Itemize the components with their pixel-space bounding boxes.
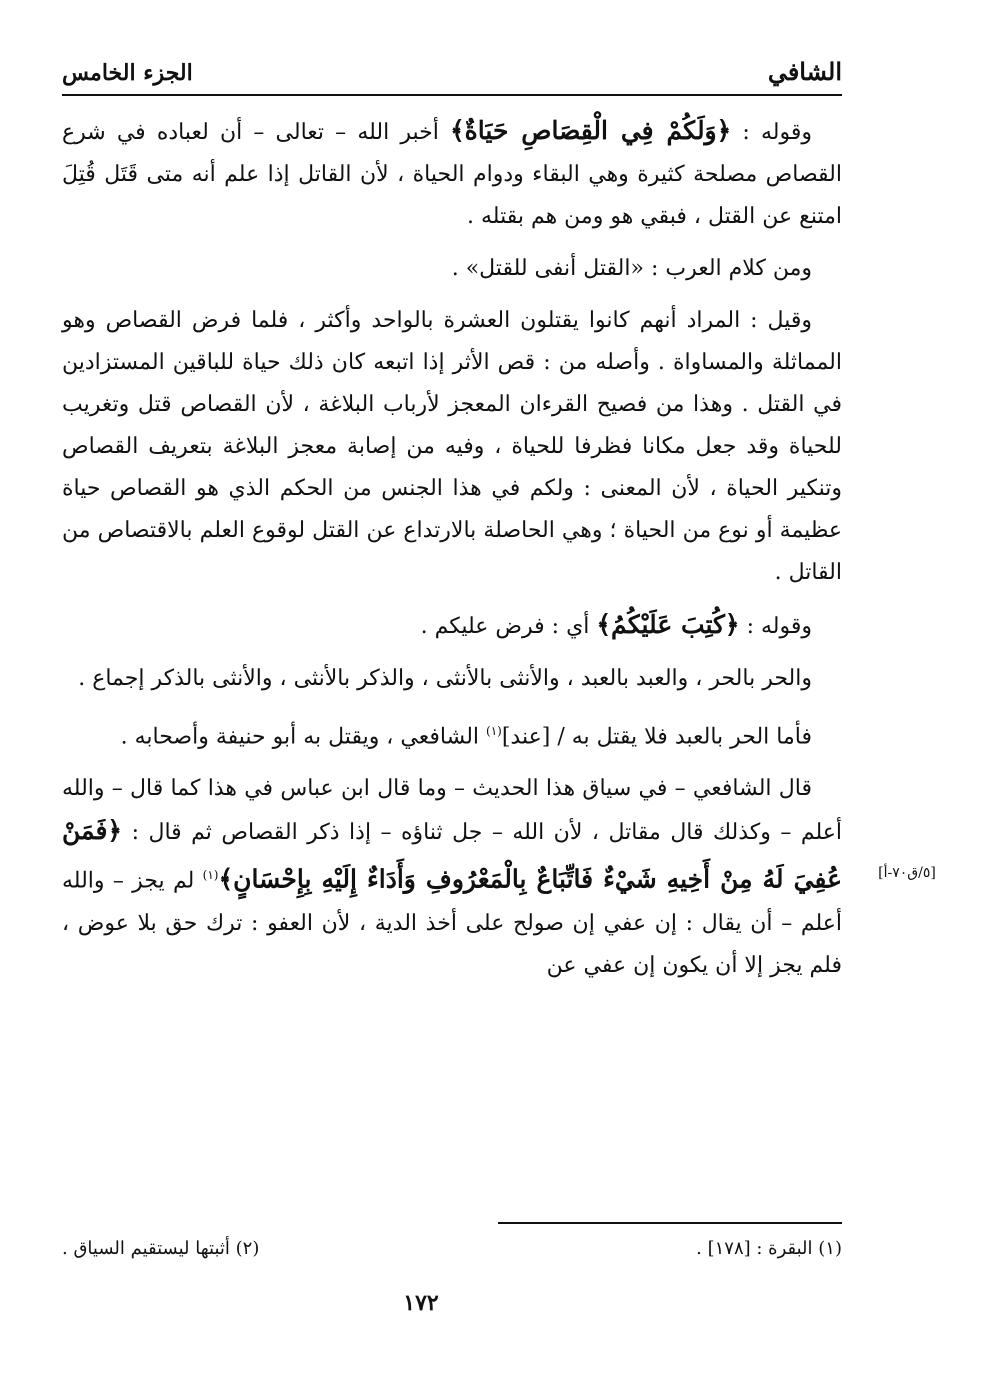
paragraph-5 bbox=[62, 658, 842, 700]
footnote-1: (١) البقرة : [١٧٨] . bbox=[696, 1238, 842, 1259]
quran-verse: ﴿فَمَنْ عُفِيَ لَهُ مِنْ أَخِيهِ شَيْءٌ فَاتِّبَاعٌ بِالْمَعْرُوفِ وَأَدَاءٌ إِلَيْهِ بِإِحْسَانٍ﴾ bbox=[62, 816, 842, 894]
paragraph-3 bbox=[62, 300, 842, 594]
body-text bbox=[62, 110, 842, 997]
footnote-divider bbox=[498, 1222, 842, 1224]
quran-verse: ﴿وَلَكُمْ فِي الْقِصَاصِ حَيَاةٌ﴾ bbox=[450, 116, 732, 145]
paragraph-7 bbox=[62, 768, 842, 986]
paragraph-text: الشافعي ، ويقتل به أبو حنيفة وأصحابه . bbox=[120, 724, 487, 750]
paragraph-4 bbox=[62, 604, 842, 648]
paragraph-1 bbox=[62, 110, 842, 238]
paragraph-text: ومن كلام العرب : «القتل أنفى للقتل» . bbox=[451, 256, 812, 281]
paragraph-2 bbox=[62, 248, 842, 290]
paragraph-text: أخبر الله – تعالى – أن لعباده في شرع القصاص مصلحة كثيرة وهي البقاء ودوام الحياة ، لأن القاتل إذا علم أنه متى قَتَل قُتِلَ امتنع عن القتل ، فبقي هو ومن هم بقتله . bbox=[62, 120, 842, 229]
paragraph-lead: وقوله : bbox=[731, 120, 812, 145]
paragraph-text-before: قال الشافعي – في سياق هذا الحديث – وما قال ابن عباس في هذا كما قال – والله أعلم – وكذلك قال مقاتل ، لأن الله – جل ثناؤه – إذا ذكر القصاص ثم قال : bbox=[62, 776, 842, 846]
paragraph-text: والحر بالحر ، والعبد بالعبد ، والأنثى بالأنثى ، والذكر بالأنثى ، والأنثى بالذكر إجماع . bbox=[78, 666, 812, 691]
footnote-ref[interactable]: (١) bbox=[486, 724, 502, 738]
paragraph-text: لم يجز – والله أعلم – أن يقال : إن عفي إن صولح على أخذ الدية ، لأن العفو : ترك حق بلا عوض ، فلم يجز إلا أن يكون إن عفي عن bbox=[62, 868, 842, 978]
book-title: الشافي bbox=[767, 57, 842, 86]
part-label: الجزء الخامس bbox=[62, 60, 193, 86]
paragraph-6 bbox=[62, 710, 842, 758]
paragraph-text-before: فأما الحر بالعبد فلا يقتل به / [عند] bbox=[501, 724, 812, 750]
manuscript-folio-note: [٥/ق٧٠-أ] bbox=[878, 865, 936, 881]
footnotes bbox=[62, 1238, 842, 1278]
footnote-2: (٢) أثبتها ليستقيم السياق . bbox=[62, 1238, 260, 1259]
paragraph-text: وقيل : المراد أنهم كانوا يقتلون العشرة بالواحد وأكثر ، فلما فرض القصاص وهو المماثلة والمساواة . وأصله من : قص الأثر إذا اتبعه كان ذلك حياة للباقين المستزادين في القتل . وهذا من فصيح القرءان المعجز لأرباب البلاغة ، لأن القصاص قتل وتغريب للحياة وقد جعل مكانا فظرفا للحياة ، وفيه من إصابة معجز البلاغة بتعريف القصاص وتنكير الحياة ، لأن المعنى : ولكم في هذا الجنس من الحكم الذي هو القصاص حياة عظيمة أو نوع من الحياة ؛ وهي الحاصلة بالارتداع عن القتل لوقوع العلم بالاقتصاص من القاتل . bbox=[62, 308, 842, 585]
page-number: ١٧٢ bbox=[403, 1290, 439, 1316]
paragraph-text: أي : فرض عليكم . bbox=[420, 614, 597, 639]
paragraph-lead: وقوله : bbox=[739, 614, 812, 639]
footnote-ref[interactable]: (١) bbox=[202, 868, 219, 883]
running-header bbox=[62, 44, 842, 96]
quran-verse: ﴿كُتِبَ عَلَيْكُمُ﴾ bbox=[596, 610, 740, 639]
